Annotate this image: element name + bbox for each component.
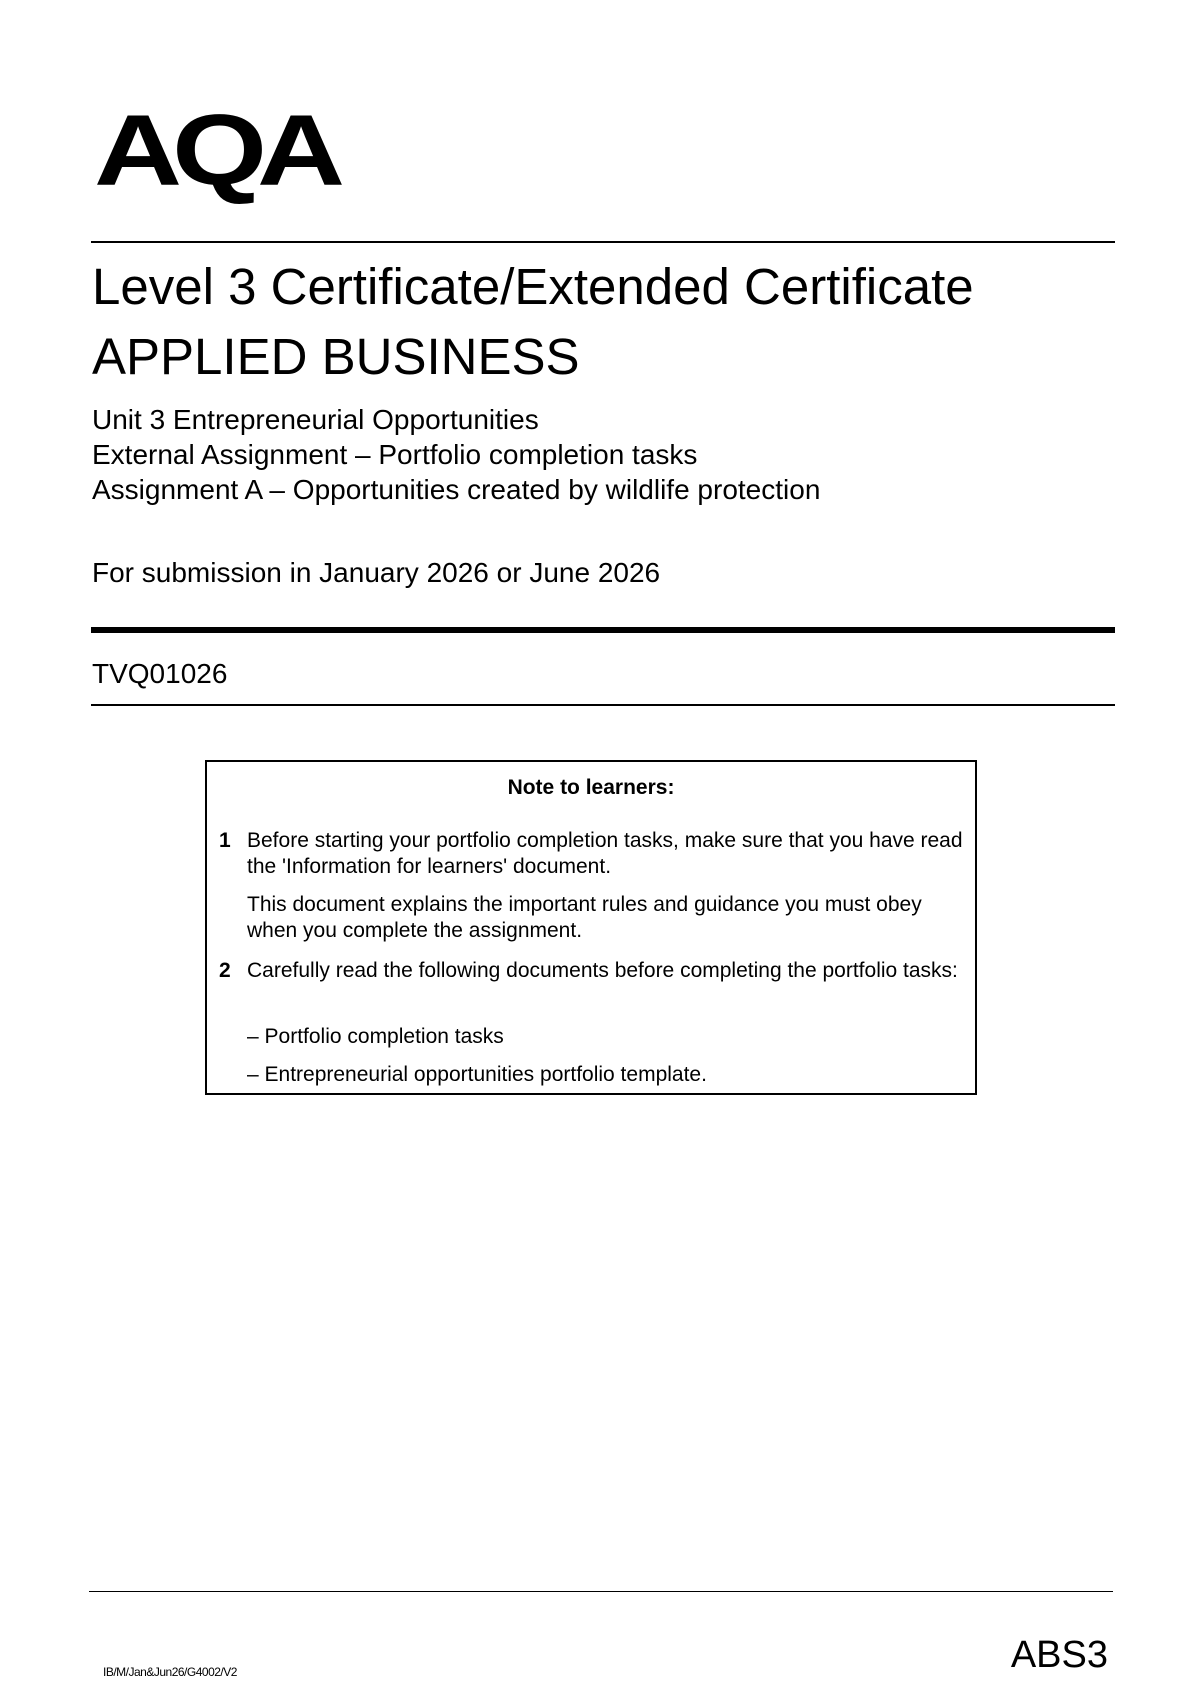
footer-divider: [89, 1591, 1113, 1592]
note-to-learners-box: [205, 760, 977, 1095]
unit-title: Unit 3 Entrepreneurial Opportunities: [92, 404, 539, 435]
subject-title: APPLIED BUSINESS: [92, 328, 580, 385]
code-divider: [91, 704, 1115, 706]
note-bullet-text: – Entrepreneurial opportunities portfolio template.: [247, 1063, 707, 1086]
note-item-text: Carefully read the following documents before completing the portfolio tasks:: [247, 959, 958, 982]
submission-window: For submission in January 2026 or June 2026: [92, 557, 661, 588]
assignment-type: External Assignment – Portfolio completion tasks: [92, 439, 698, 470]
note-item-number: 2: [219, 959, 231, 982]
footer-reference: IB/M/Jan&Jun26/G4002/V2: [103, 1665, 237, 1679]
paper-code: TVQ01026: [92, 658, 228, 689]
aqa-logo: AQA: [94, 94, 336, 206]
footer-unit-code: ABS3: [1010, 1634, 1108, 1676]
assignment-name: Assignment A – Opportunities created by wildlife protection: [92, 474, 821, 505]
top-divider: [91, 241, 1115, 243]
thick-divider: [91, 627, 1115, 633]
note-item-number: 1: [219, 829, 231, 852]
qualification-title: Level 3 Certificate/Extended Certificate: [92, 258, 974, 315]
note-bullet-text: – Portfolio completion tasks: [247, 1025, 504, 1048]
note-item-extra-text: This document explains the important rules and guidance you must obey when you complete the assignment.: [247, 893, 922, 942]
note-item-text: Before starting your portfolio completion tasks, make sure that you have read the 'Information for learners' document.: [247, 829, 963, 878]
note-title: Note to learners:: [507, 776, 675, 799]
